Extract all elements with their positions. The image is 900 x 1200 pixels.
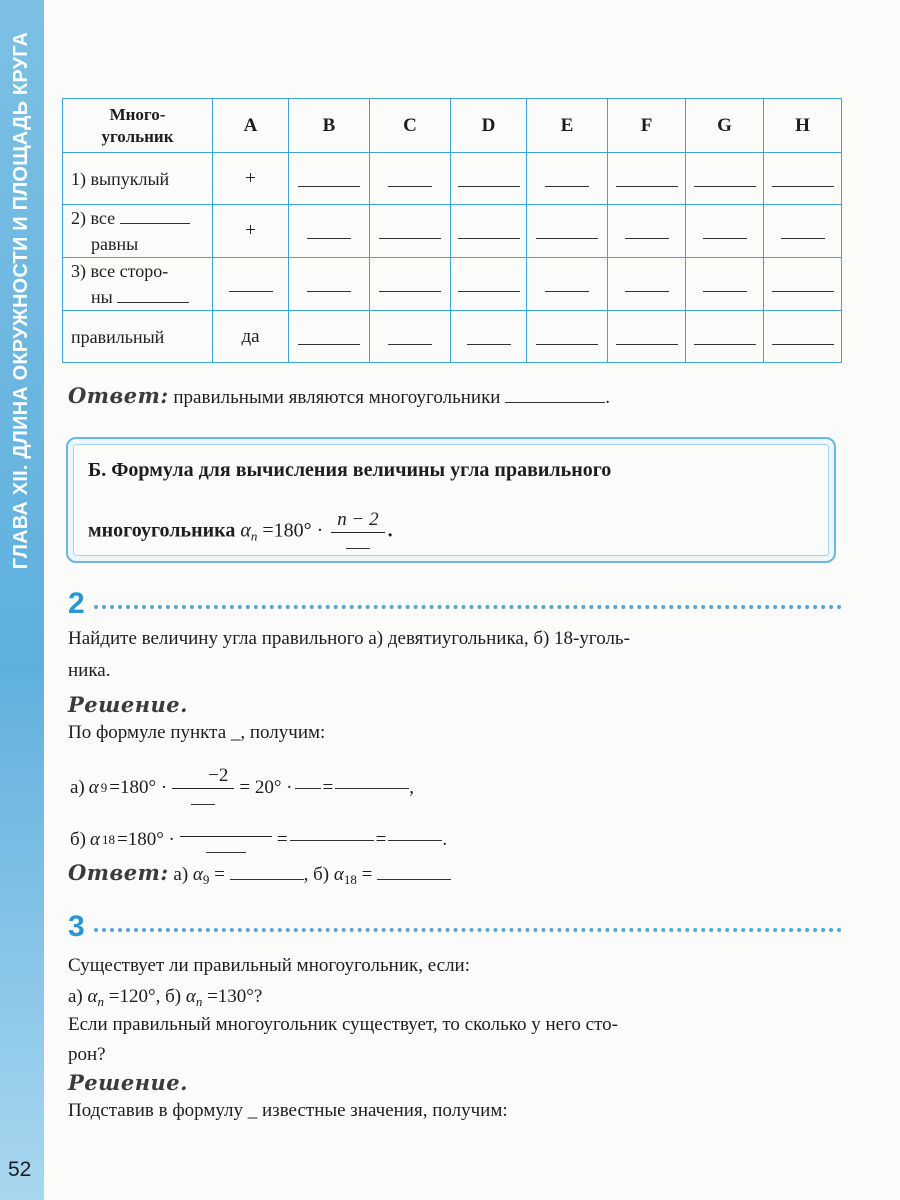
row-label: 2) все равны	[63, 205, 213, 258]
blank-cell[interactable]	[527, 153, 608, 205]
task2-text-line2: ника.	[68, 660, 111, 681]
blank-a1[interactable]	[295, 788, 321, 789]
fraction-a: −2	[172, 765, 234, 811]
header-col-c: C	[370, 99, 451, 153]
page-number: 52	[8, 1158, 32, 1181]
blank-cell[interactable]	[764, 311, 842, 363]
formula-fraction: n − 2	[331, 509, 384, 555]
task3-line3: Если правильный многоугольник существует, то сколько у него сто-	[68, 1014, 618, 1035]
blank-cell[interactable]	[289, 205, 370, 258]
answer2-blank-b[interactable]	[377, 879, 451, 880]
answer1-text: правильными являются многоугольники	[173, 387, 501, 408]
blank-cell[interactable]	[370, 258, 451, 311]
header-col-d: D	[451, 99, 527, 153]
blank-cell[interactable]	[527, 205, 608, 258]
task2-number: 2	[68, 587, 85, 620]
blank-cell[interactable]	[370, 311, 451, 363]
blank-cell[interactable]	[764, 153, 842, 205]
task3-line2: а) $\alpha_n =120^\circ$, б) $\alpha_n =130^\circ$?	[68, 986, 263, 1009]
header-col-h: H	[764, 99, 842, 153]
task3-line1: Существует ли правильный многоугольник, если:	[68, 955, 471, 976]
task2-divider	[94, 605, 842, 609]
answer-label: Ответ:	[68, 383, 169, 408]
table-row	[63, 205, 842, 258]
blank-cell[interactable]	[686, 258, 764, 311]
header-col-a: A	[213, 99, 289, 153]
blank-cell[interactable]	[764, 258, 842, 311]
blank-cell[interactable]	[451, 153, 527, 205]
blank-cell[interactable]	[608, 205, 686, 258]
task3-line4: рон?	[68, 1044, 106, 1065]
header-polygon	[63, 99, 213, 153]
blank-cell[interactable]	[451, 205, 527, 258]
header-col-f: F	[608, 99, 686, 153]
task2-formula-hint: По формуле пункта _, получим:	[68, 722, 326, 743]
formula-box-title: Б. Формула для вычисления величины угла правильного	[88, 459, 612, 481]
blank-cell[interactable]	[527, 311, 608, 363]
cell-a: +	[213, 153, 289, 205]
blank-cell[interactable]	[289, 311, 370, 363]
cell-a: +	[213, 205, 289, 258]
row-label: 3) все сторо- ны	[63, 258, 213, 311]
header-col-g: G	[686, 99, 764, 153]
blank-cell[interactable]	[370, 153, 451, 205]
blank-cell[interactable]	[370, 205, 451, 258]
task2-solution-label: Решение.	[68, 692, 188, 717]
blank-cell[interactable]	[527, 258, 608, 311]
answer1-blank[interactable]	[505, 402, 605, 403]
blank-cell[interactable]	[764, 205, 842, 258]
cell-a: да	[213, 311, 289, 363]
task2-formula-b: б) α 18 =180° · = = .	[68, 812, 447, 868]
task3-solution-label: Решение.	[68, 1070, 188, 1095]
polygon-table	[62, 98, 842, 363]
answer1-line: Ответ: правильными являются многоугольники .	[68, 383, 610, 408]
blank-cell[interactable]	[686, 311, 764, 363]
row-label: правильный	[63, 311, 213, 363]
blank-cell[interactable]	[289, 153, 370, 205]
blank-cell[interactable]	[686, 205, 764, 258]
blank-cell[interactable]	[289, 258, 370, 311]
chapter-sidebar	[0, 0, 44, 1200]
header-col-b: B	[289, 99, 370, 153]
blank-cell[interactable]	[686, 153, 764, 205]
blank-cell[interactable]	[608, 258, 686, 311]
blank-cell[interactable]	[213, 258, 289, 311]
header-col-e: E	[527, 99, 608, 153]
header-line2: угольник	[101, 126, 174, 146]
task2-formula-a: а) α 9 =180° · −2 = 20° · = ,	[68, 760, 414, 816]
table-row	[63, 311, 842, 363]
task2-answer: Ответ: а) $\alpha_9$ = , б) $\alpha_{18}$ =	[68, 860, 451, 888]
task3-number: 3	[68, 910, 85, 943]
task2-text-line1: Найдите величину угла правильного а) девятиугольника, б) 18-уголь-	[68, 628, 630, 649]
blank-cell[interactable]	[451, 311, 527, 363]
blank-cell[interactable]	[451, 258, 527, 311]
table-row	[63, 153, 842, 205]
row-label: 1) выпуклый	[63, 153, 213, 205]
table-row	[63, 258, 842, 311]
formula-box-formula: многоугольника $\alpha_n =180^\circ$ · n − 2 .	[88, 509, 393, 555]
blank-b1[interactable]	[290, 840, 374, 841]
chapter-title: ГЛАВА XII. ДЛИНА ОКРУЖНОСТИ И ПЛОЩАДЬ КРУГА	[10, 31, 33, 569]
task3-line5: Подставив в формулу _ известные значения, получим:	[68, 1100, 508, 1121]
header-line1: Много-	[109, 104, 166, 124]
task3-divider	[94, 928, 842, 932]
formula-box	[66, 437, 836, 563]
fraction-b[interactable]	[180, 821, 272, 859]
blank-a2[interactable]	[335, 788, 409, 789]
table-header-row	[63, 99, 842, 153]
blank-cell[interactable]	[608, 153, 686, 205]
blank-cell[interactable]	[608, 311, 686, 363]
answer2-blank-a[interactable]	[230, 879, 304, 880]
blank-b2[interactable]	[388, 840, 442, 841]
chapter-title-wrap	[0, 0, 44, 600]
